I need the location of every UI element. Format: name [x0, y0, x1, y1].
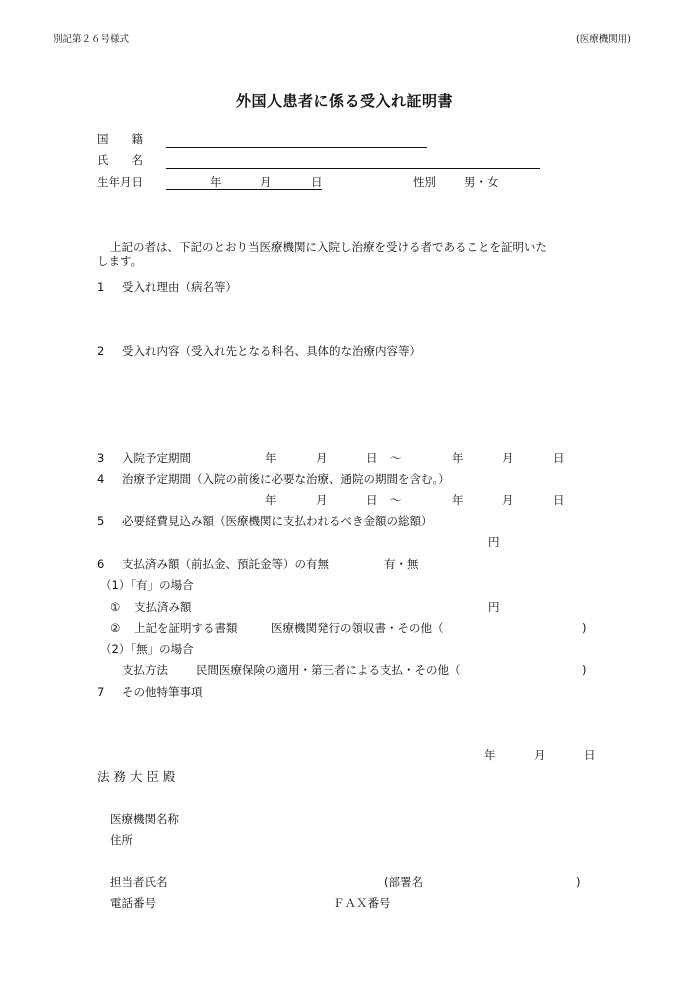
sub-1-b-number: ②: [110, 621, 121, 635]
name-label: 氏 名: [97, 153, 143, 167]
item-5-number: 5: [97, 514, 105, 528]
item-6-number: 6: [97, 557, 105, 571]
item-4-label: 治療予定期間（入院の前後に必要な治療、通院の期間を含む。）: [122, 472, 450, 486]
payment-method-value: 民間医療保険の適用・第三者による支払・その他（: [196, 663, 461, 677]
treatment-end-day: 日: [553, 493, 565, 507]
department-close: ): [576, 875, 581, 889]
item-6-label: 支払済み額（前払金、預託金等）の有無: [122, 557, 329, 571]
dob-month: 月: [260, 175, 272, 189]
payment-method-close: ): [582, 663, 587, 677]
admission-end-day: 日: [553, 451, 565, 465]
treatment-period-tilde: ～: [390, 493, 402, 507]
item-1-label: 受入れ理由（病名等）: [122, 280, 237, 294]
item-7-label: その他特筆事項: [122, 685, 203, 699]
item-4-number: 4: [97, 472, 105, 486]
item-1-number: 1: [97, 280, 105, 294]
department-label: (部署名: [384, 875, 423, 889]
nationality-field-line: [166, 147, 427, 148]
institution-name-label: 医療機関名称: [110, 812, 179, 826]
issue-date-year: 年: [484, 748, 496, 762]
sub-1-a-label: 支払済み額: [134, 600, 192, 614]
phone-label: 電話番号: [110, 896, 156, 910]
sub-1-b-close: ): [582, 621, 587, 635]
issue-date-month: 月: [534, 748, 546, 762]
usage-note: (医療機関用): [576, 34, 631, 45]
admission-start-year: 年: [265, 451, 277, 465]
person-in-charge-label: 担当者氏名: [110, 875, 168, 889]
dob-field-line: [166, 189, 322, 190]
item-3-label: 入院予定期間: [122, 451, 191, 465]
addressee: 法 務 大 臣 殿: [97, 769, 176, 784]
treatment-start-day: 日: [366, 493, 378, 507]
treatment-start-year: 年: [265, 493, 277, 507]
certification-line-2: します。: [97, 254, 143, 268]
institution-address-label: 住所: [110, 833, 133, 847]
dob-label: 生年月日: [97, 175, 143, 189]
payment-method-label: 支払方法: [122, 663, 168, 677]
fax-label: ＦＡＸ番号: [333, 896, 391, 910]
admission-start-day: 日: [366, 451, 378, 465]
item-2-label: 受入れ内容（受入れ先となる科名、具体的な治療内容等）: [122, 344, 421, 358]
form-number: 別記第２６号様式: [53, 34, 130, 45]
sex-label: 性別: [413, 175, 436, 189]
sex-options: 男・女: [464, 175, 499, 189]
nationality-label: 国 籍: [97, 132, 143, 146]
issue-date-day: 日: [584, 748, 596, 762]
item-5-label: 必要経費見込み額（医療機関に支払われるべき金額の総額）: [122, 514, 433, 528]
prepayment-choice: 有・無: [384, 557, 419, 571]
sub-1-b-value: 医療機関発行の領収書・その他（: [271, 621, 444, 635]
sub-1-b-label: 上記を証明する書類: [134, 621, 238, 635]
item-3-number: 3: [97, 451, 105, 465]
sub-1-a-number: ①: [110, 600, 121, 614]
item-7-number: 7: [97, 685, 105, 699]
admission-end-year: 年: [452, 451, 464, 465]
document-title: 外国人患者に係る受入れ証明書: [236, 92, 454, 110]
admission-end-month: 月: [502, 451, 514, 465]
item-2-number: 2: [97, 344, 105, 358]
treatment-start-month: 月: [316, 493, 328, 507]
dob-year: 年: [210, 175, 222, 189]
admission-start-month: 月: [316, 451, 328, 465]
certification-line-1: 上記の者は、下記のとおり当医療機関に入院し治療を受ける者であることを証明いた: [110, 240, 547, 254]
treatment-end-month: 月: [502, 493, 514, 507]
admission-period-tilde: ～: [390, 451, 402, 465]
dob-day: 日: [311, 175, 323, 189]
expense-yen-unit: 円: [488, 535, 500, 549]
name-field-line: [166, 168, 540, 169]
sub-1-label: （1）「有」の場合: [100, 578, 194, 592]
sub-2-label: （2）「無」の場合: [100, 642, 194, 656]
paid-yen-unit: 円: [488, 600, 500, 614]
treatment-end-year: 年: [452, 493, 464, 507]
